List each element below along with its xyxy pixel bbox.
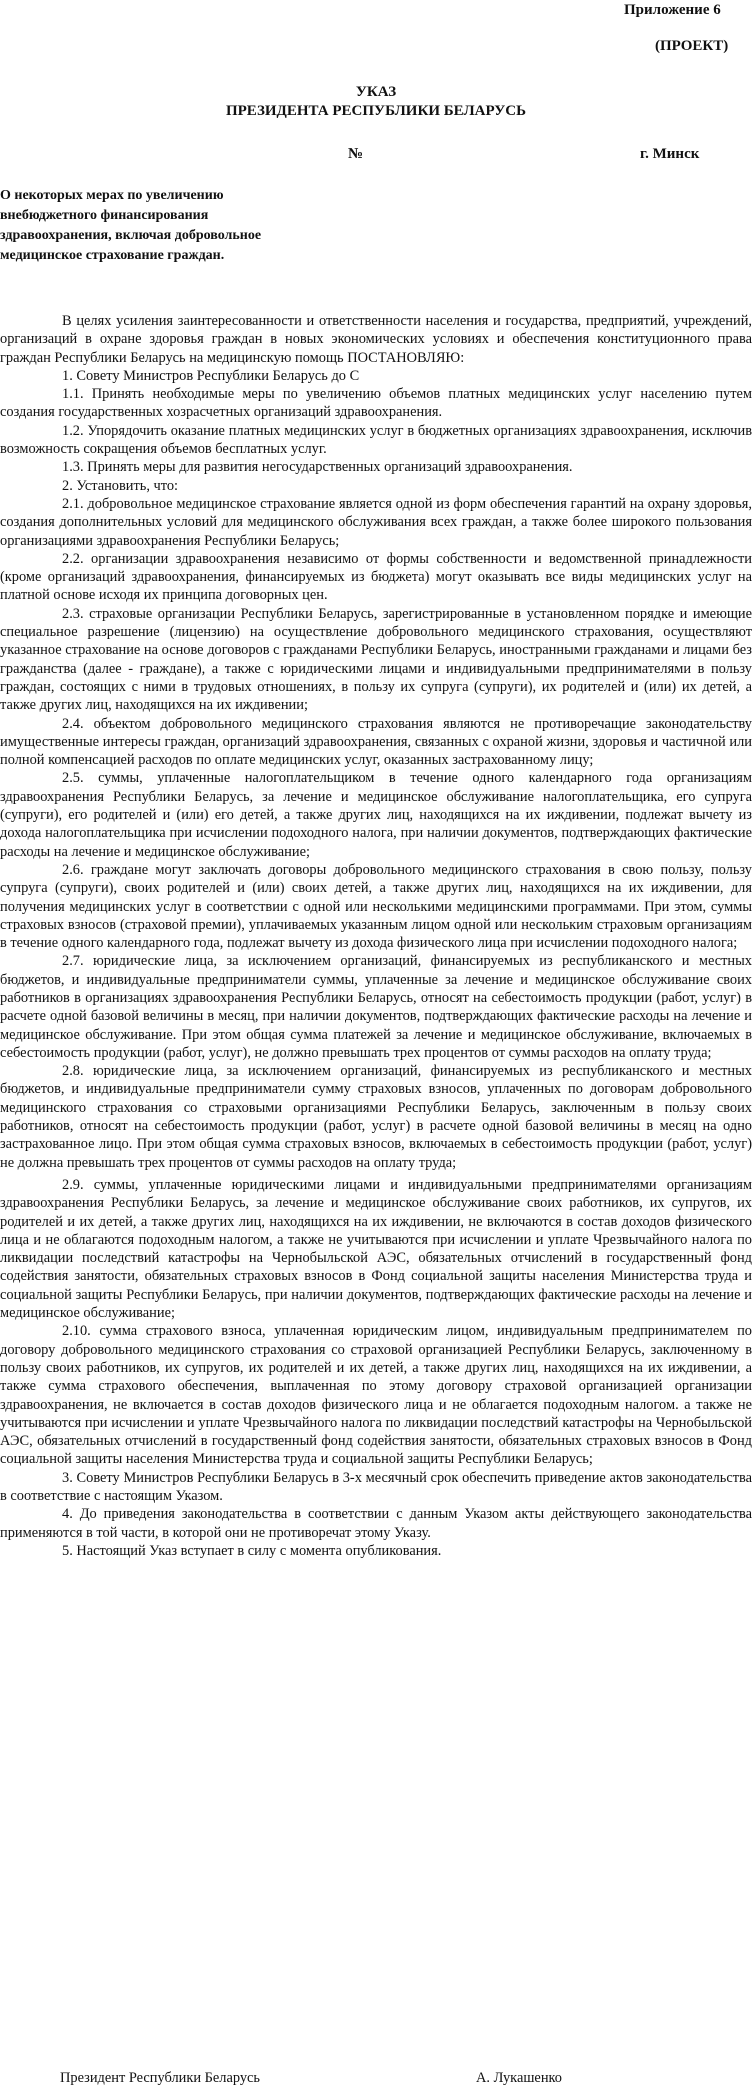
clause-2-10: 2.10. сумма страхового взноса, уплаченная юридическим лицом, индивидуальным предпринимателем по договору добровольного медицинского страхования со страховой организацией Республики Беларусь, заключенному в пользу своих работников, их супругов, их родителей и их детей, а также других лиц, находящихся на их иждивении, а также сумма страхового обеспечения, выплаченная по этому договору страховой организацией организации здравоохранения, не включается в состав доходов физического лица и не облагается подоходным налогом. а также не учитываются при исчислении и уплате Чрезвычайного налога по ликвидации последствий катастрофы на Чернобыльской АЭС, обязательных отчислений в государственный фонд содействия занятости, обязательных страховых взносов в Фонд социальной защиты населения Министерства труда и социальной защиты Республики Беларусь; [0,1323,752,1468]
decree-title: УКАЗ [355,84,397,100]
clause-5: 5. Настоящий Указ вступает в силу с момента опубликования. [62,1542,442,1559]
preamble: В целях усиления заинтересованности и ответственности населения и государства, предприятий, учреждений, организаций в охране здоровья граждан в новых экономических условиях и обеспечения конституционного права граждан Республики Беларусь на медицинскую помощь ПОСТАНОВЛЯЮ: [0,313,752,366]
signature-position: Президент Республики Беларусь [60,2070,260,2086]
clause-2-7: 2.7. юридические лица, за исключением организаций, финансируемых из республиканского и местных бюджетов, и индивидуальные предприниматели суммы, уплаченные за лечение и медицинское обслуживание своих работников в организациях здравоохранения Республики Беларусь, относят на себестоимость продукции (работ, услуг) в расчете одной базовой величины в месяц, при наличии документов, подтверждающих фактические расходы на лечение и медицинское обслуживание. При этом общая сумма платежей за лечение и медицинское обслуживание, включаемых в себестоимость продукции (работ, услуг), не должно превышать трех процентов от суммы расходов на оплату труда; [0,953,752,1061]
clause-3: 3. Совету Министров Республики Беларусь в 3-х месячный срок обеспечить приведение актов законодательства в соответствие с настоящим Указом. [0,1469,752,1504]
clause-2-6: 2.6. граждане могут заключать договоры добровольного медицинского страхования в свою пользу, пользу супруга (супруги), своих родителей и (или) своих детей, а также других лиц, находящихся на их иждивении, для получения медицинских услуг в соответствии с одной или несколькими медицинскими программами. При этом, суммы страховых взносов (страховой премии), уплачиваемых указанным лицом одной или нескольким страховым организациям в течение одного календарного года, подлежат вычету из дохода физического лица при исчислении подоходного налога; [0,861,752,952]
signature-name: А. Лукашенко [476,2070,562,2086]
clause-1-2: 1.2. Упорядочить оказание платных медицинских услуг в бюджетных организациях здравоохранения, исключив возможность сокращения объемов бесплатных услуг. [0,422,752,458]
clause-2-2: 2.2. организации здравоохранения независимо от формы собственности и ведомственной принадлежности (кроме организаций здравоохранения, финансируемых из бюджета) могут оказывать все виды медицинских услуг на платной основе исходя их принципа договорных цен. [0,550,752,604]
clause-2-5: 2.5. суммы, уплаченные налогоплательщиком в течение одного календарного года организациям здравоохранения Республики Беларусь, за лечение и медицинское обслуживание налогоплательщика, его супруга (супруги), его родителей и (или) его детей, а также других лиц, находящихся на их иждивении, подлежат вычету из дохода налогоплательщика при исчислении подоходного налога, при наличии документов, подтверждающих фактические расходы на лечение и медицинское обслуживание; [0,770,752,860]
decree-issuer: ПРЕЗИДЕНТА РЕСПУБЛИКИ БЕЛАРУСЬ [225,103,527,119]
clause-2-1: 2.1. добровольное медицинское страхование является одной из форм обеспечения гарантий на охрану здоровья, создания дополнительных условий для медицинского обслуживания всех граждан, а также более широкого пользования организациями здравоохранения Республики Беларусь; [0,495,752,549]
clause-4: 4. До приведения законодательства в соответствии с данным Указом акты действующего законодательства применяются в той части, в которой они не противоречат этому Указу. [0,1506,752,1541]
decree-number: № [348,146,364,162]
decree-subject: О некоторых мерах по увеличению внебюджетного финансирования здравоохранения, включая добровольное медицинское страхование граждан. [0,188,262,263]
clause-2-8: 2.8. юридические лица, за исключением организаций, финансируемых из республиканского и местных бюджетов, и индивидуальные предприниматели сумму страховых взносов, уплаченных по договорам добровольного медицинского страхования со страховыми организациями Республики Беларусь, заключенным в пользу своих работников, относят на себестоимость продукции (работ, услуг) в расчете одной базовой величины в месяц на одно застрахованное лицо. При этом общая сумма страховых взносов, включаемых в себестоимость продукции (работ, услуг) не должна превышать трех процентов от суммы расходов на оплату труда; [0,1063,752,1171]
decree-city: г. Минск [640,146,700,162]
clause-2-4: 2.4. объектом добровольного медицинского страхования являются не противоречащие законодательству имущественные интересы граждан, организаций здравоохранения, связанных с охраной жизни, здоровья и частичной или полной компенсацией расходов по оплате медицинских услуг, оказанных застрахованному лицу; [0,715,752,769]
project-label: (ПРОЕКТ) [655,38,729,54]
clause-2-9: 2.9. суммы, уплаченные юридическими лицами и индивидуальными предпринимателями организациям здравоохранения Республики Беларусь, за лечение и медицинское обслуживание своих работников, их супругов, их родителей и их детей, а также других лиц, находящихся на их иждивении, не включаются в состав доходов физического лица и не облагаются подоходным налогом, а также не учитываются при исчислении и уплате Чрезвычайного налога по ликвидации последствий катастрофы на Чернобыльской АЭС, обязательных отчислений в государственный фонд содействия занятости, обязательных страховых взносов в Фонд социальной защиты населения Министерства труда и социальной защиты Республики Беларусь, при наличии документов, подтверждающих фактические расходы на лечение и медицинское обслуживание; [0,1176,752,1322]
clause-2-3: 2.3. страховые организации Республики Беларусь, зарегистрированные в установленном порядке и имеющие специальное разрешение (лицензию) на осуществление добровольного медицинского страхования, осуществляют указанное страхование на основе договоров с гражданами Республики Беларусь, иностранными гражданами и лицами без гражданства (далее - граждане), а также с юридическими лицами и индивидуальными предпринимателями в пользу граждан, состоящих с ними в трудовых отношениях, в пользу их супруга (супруги), их родителей и (или) их детей, а также других лиц, находящихся на их иждивении; [0,605,752,714]
annex-label: Приложение 6 [624,2,721,18]
decree-body [0,312,752,1560]
clause-1-3: 1.3. Принять меры для развития негосударственных организаций здравоохранения. [62,459,573,476]
clause-2: 2. Установить, что: [62,477,179,494]
clause-1: 1. Совету Министров Республики Беларусь до С [62,367,360,384]
clause-1-1: 1.1. Принять необходимые меры по увеличению объемов платных медицинских услуг населению путем создания государственных хозрасчетных организаций здравоохранения. [0,386,752,421]
